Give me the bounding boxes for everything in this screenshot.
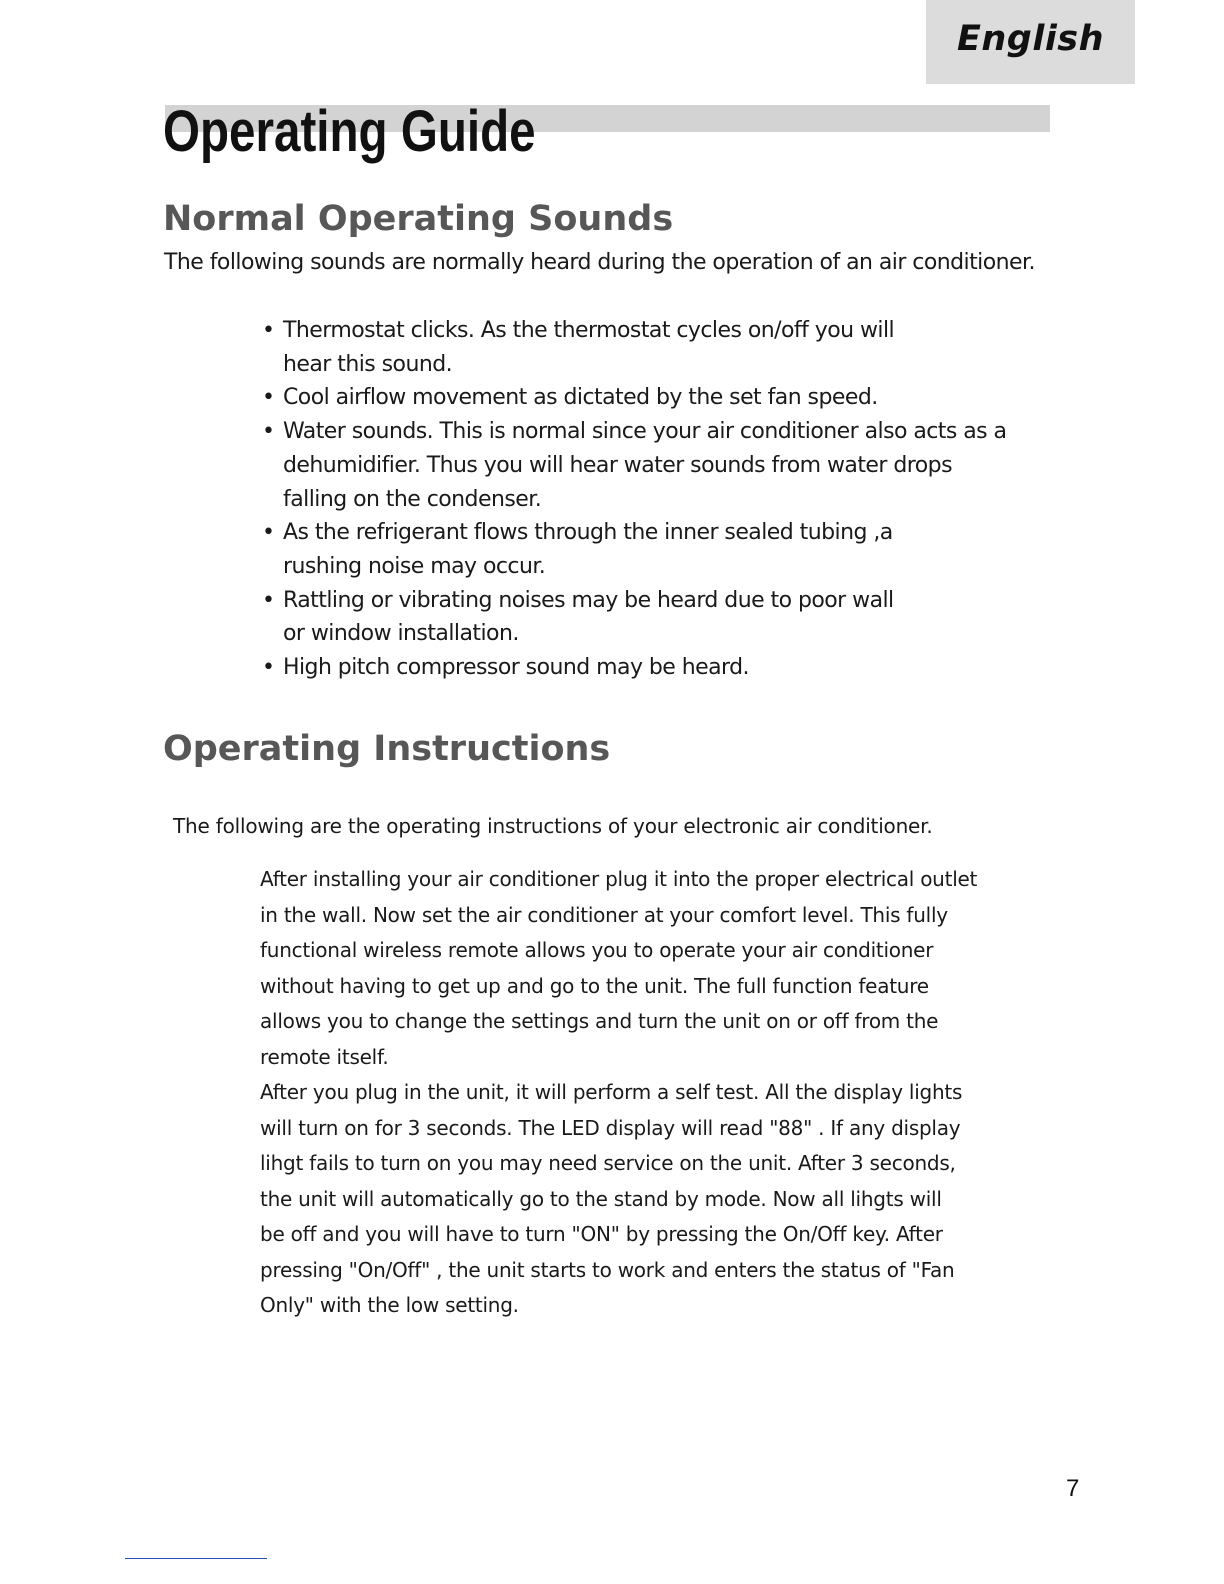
list-item bbox=[262, 584, 1022, 651]
instructions-paragraph-1 bbox=[260, 862, 977, 1075]
instructions-paragraph-2 bbox=[260, 1075, 962, 1324]
paragraph-line: After you plug in the unit, it will perform a self test. All the display lights bbox=[260, 1080, 963, 1104]
paragraph-line: remote itself. bbox=[260, 1044, 389, 1069]
paragraph-line: pressing "On/Off" , the unit starts to work and enters the status of "Fan bbox=[260, 1257, 955, 1282]
paragraph-line: will turn on for 3 seconds. The LED display will read "88" . If any display bbox=[260, 1115, 961, 1140]
bullet-icon: • bbox=[262, 419, 275, 445]
bullet-icon: • bbox=[262, 655, 275, 681]
footer-rule bbox=[125, 1558, 267, 1559]
paragraph-line: allows you to change the settings and turn the unit on or off from the bbox=[260, 1009, 939, 1033]
operating-instructions-heading: Operating Instructions bbox=[163, 729, 611, 769]
list-item bbox=[262, 381, 1022, 415]
paragraph-line: in the wall. Now set the air conditioner at your comfort level. This fully bbox=[260, 902, 948, 927]
paragraph-line: without having to get up and go to the unit. The full function feature bbox=[260, 973, 929, 998]
list-item-line: dehumidifier. Thus you will hear water sounds from water drops bbox=[283, 452, 953, 478]
list-item-line: Thermostat clicks. As the thermostat cycles on/off you will bbox=[283, 318, 895, 343]
list-item bbox=[262, 516, 1022, 583]
list-item-line: falling on the condenser. bbox=[283, 486, 542, 512]
normal-sounds-heading: Normal Operating Sounds bbox=[163, 199, 674, 239]
bullet-icon: • bbox=[262, 385, 275, 411]
bullet-icon: • bbox=[262, 587, 275, 613]
list-item-line: rushing noise may occur. bbox=[283, 553, 546, 579]
list-item-line: Rattling or vibrating noises may be heard due to poor wall bbox=[283, 587, 894, 613]
list-item-line: or window installation. bbox=[283, 621, 519, 647]
list-item-line: hear this sound. bbox=[283, 351, 453, 377]
list-item-line: As the refrigerant flows through the inner sealed tubing ,a bbox=[283, 520, 893, 546]
list-item bbox=[262, 651, 1022, 685]
paragraph-line: lihgt fails to turn on you may need service on the unit. After 3 seconds, bbox=[260, 1151, 956, 1175]
paragraph-line: Only" with the low setting. bbox=[260, 1293, 519, 1317]
normal-sounds-intro: The following sounds are normally heard during the operation of an air conditioner. bbox=[164, 250, 1035, 275]
sounds-bullet-list bbox=[262, 314, 1022, 685]
list-item-line: Cool airflow movement as dictated by the set fan speed. bbox=[283, 385, 878, 411]
list-item bbox=[262, 415, 1022, 516]
list-item-line: High pitch compressor sound may be heard. bbox=[283, 655, 749, 681]
paragraph-line: After installing your air conditioner plug it into the proper electrical outlet bbox=[260, 867, 978, 891]
list-item-line: Water sounds. This is normal since your air conditioner also acts as a bbox=[283, 419, 1007, 445]
bullet-icon: • bbox=[262, 318, 275, 343]
bullet-icon: • bbox=[262, 520, 275, 546]
language-label: English bbox=[956, 19, 1105, 59]
paragraph-line: functional wireless remote allows you to operate your air conditioner bbox=[260, 938, 934, 962]
paragraph-line: be off and you will have to turn "ON" by pressing the On/Off key. After bbox=[260, 1222, 943, 1246]
operating-instructions-intro: The following are the operating instructions of your electronic air conditioner. bbox=[173, 814, 933, 838]
list-item bbox=[262, 314, 1022, 381]
language-tab bbox=[926, 0, 1135, 84]
page-number: 7 bbox=[1066, 1475, 1080, 1502]
page-title: Operating Guide bbox=[163, 99, 536, 164]
paragraph-line: the unit will automatically go to the stand by mode. Now all lihgts will bbox=[260, 1186, 942, 1211]
